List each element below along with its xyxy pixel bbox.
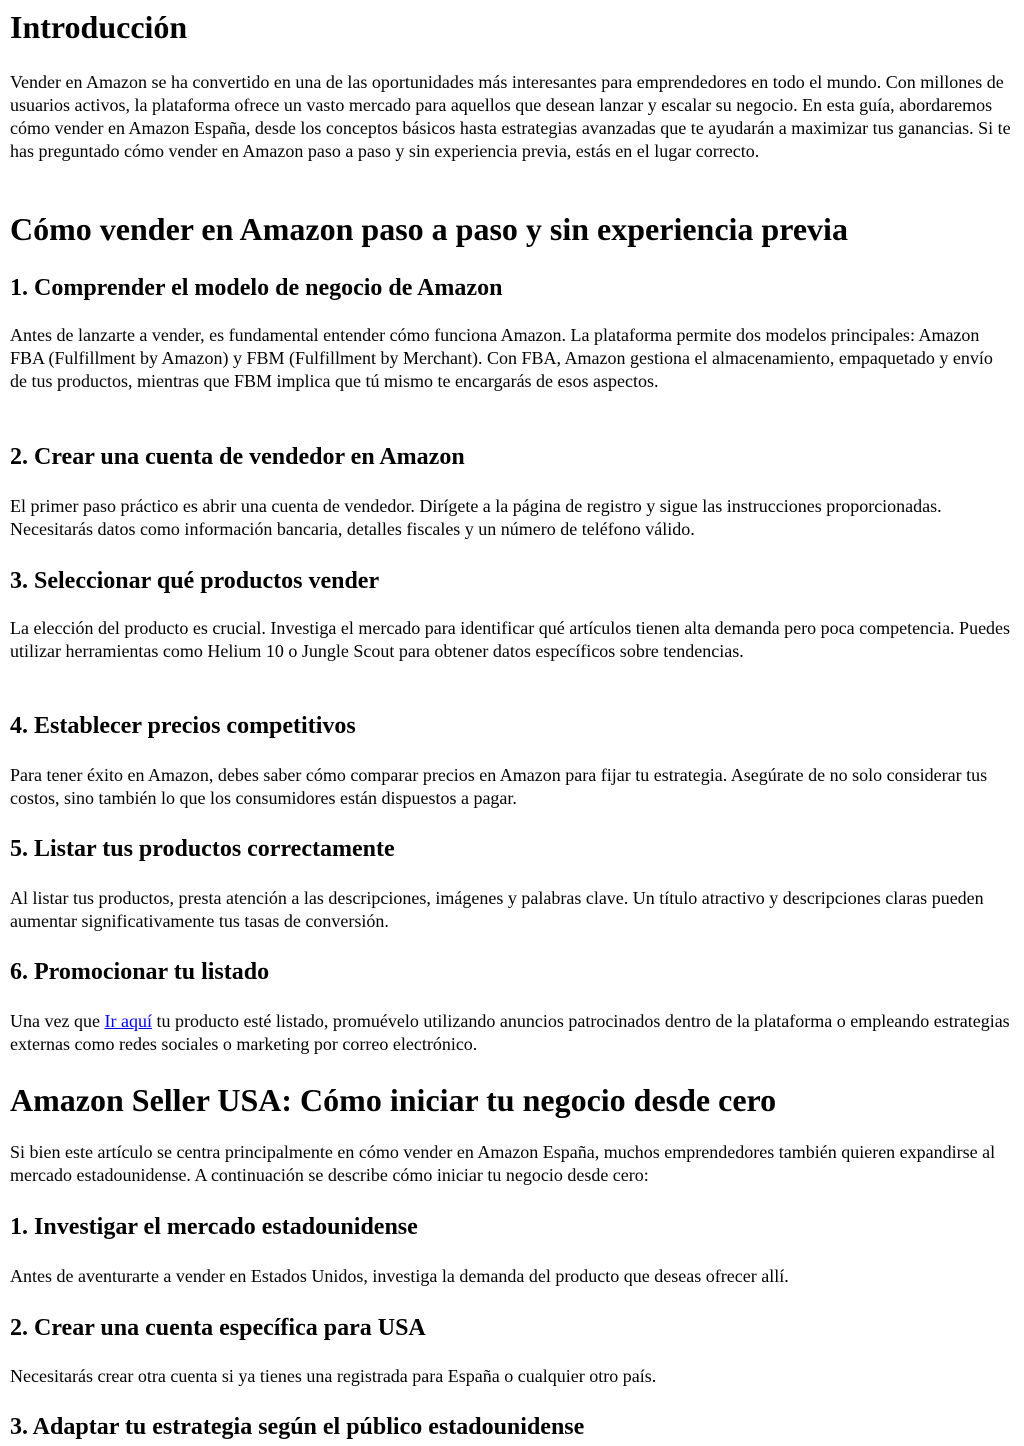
step-heading: 4. Establecer precios competitivos	[10, 713, 356, 739]
step-heading: 3. Seleccionar qué productos vender	[10, 568, 380, 594]
step-paragraph: La elección del producto es crucial. Investiga el mercado para identificar qué artículos tienen alta demanda pero poca competencia. Puedes utilizar herramientas como Helium 10 o Jungle Scout para obtener datos específicos sobre tendencias.	[10, 618, 1011, 661]
section2-intro-paragraph: Si bien este artículo se centra principalmente en cómo vender en Amazon España, muchos emprendedores también quieren expandirse al mercado estadounidense. A continuación se describe cómo iniciar tu negocio desde cero:	[10, 1142, 996, 1185]
step-heading: 1. Investigar el mercado estadounidense	[10, 1214, 418, 1240]
step-paragraph: Al listar tus productos, presta atención a las descripciones, imágenes y palabras clave. Un título atractivo y descripciones claras pueden aumentar significativamente tus tasas de conversión.	[10, 888, 984, 931]
step-paragraph: Antes de aventurarte a vender en Estados Unidos, investiga la demanda del producto que deseas ofrecer allí.	[10, 1266, 789, 1286]
step-paragraph: Para tener éxito en Amazon, debes saber cómo comparar precios en Amazon para fijar tu estrategia. Asegúrate de no solo considerar tus costos, sino también lo que los consumidores están dispuestos a pagar.	[10, 765, 988, 808]
section1-heading: Cómo vender en Amazon paso a paso y sin experiencia previa	[10, 211, 848, 247]
intro-paragraph: Vender en Amazon se ha convertido en una de las oportunidades más interesantes para emprendedores en todo el mundo. Con millones de usuarios activos, la plataforma ofrece un vasto mercado para aquellos que desean lanzar y escalar su negocio. En esta guía, abordaremos cómo vender en Amazon España, desde los conceptos básicos hasta estrategias avanzadas que te ayudarán a maximizar tus ganancias. Si te has preguntado cómo vender en Amazon paso a paso y sin experiencia previa, estás en el lugar correcto.	[10, 72, 1011, 161]
step-paragraph: El primer paso práctico es abrir una cuenta de vendedor. Dirígete a la página de registro y sigue las instrucciones proporcionadas. Necesitarás datos como información bancaria, detalles fiscales y un número de teléfono válido.	[10, 496, 942, 539]
section2-heading: Amazon Seller USA: Cómo iniciar tu negocio desde cero	[10, 1082, 777, 1118]
intro-heading: Introducción	[10, 9, 188, 45]
step-heading: 5. Listar tus productos correctamente	[10, 836, 395, 862]
step-paragraph: Necesitarás crear otra cuenta si ya tienes una registrada para España o cualquier otro país.	[10, 1366, 657, 1386]
step-heading: 2. Crear una cuenta de vendedor en Amazon	[10, 444, 465, 470]
ir-aqui-link[interactable]: Ir aquí	[104, 1011, 152, 1031]
step-text-before-link: Una vez que	[10, 1011, 105, 1031]
step-heading: 3. Adaptar tu estrategia según el público estadounidense	[10, 1414, 585, 1440]
step-text-after-link: tu producto esté listado, promuévelo utilizando anuncios patrocinados dentro de la plataforma o empleando estrategias externas como redes sociales o marketing por correo electrónico.	[10, 1011, 1010, 1054]
step-paragraph: Antes de lanzarte a vender, es fundamental entender cómo funciona Amazon. La plataforma permite dos modelos principales: Amazon FBA (Fulfillment by Amazon) y FBM (Fulfillment by Merchant). Con FBA, Amazon gestiona el almacenamiento, empaquetado y envío de tus productos, mientras que FBM implica que tú mismo te encargarás de esos aspectos.	[10, 325, 993, 391]
step-paragraph	[10, 1010, 1014, 1056]
step-heading: 1. Comprender el modelo de negocio de Amazon	[10, 275, 503, 301]
step-heading: 2. Crear una cuenta específica para USA	[10, 1315, 426, 1341]
step-heading: 6. Promocionar tu listado	[10, 959, 270, 985]
